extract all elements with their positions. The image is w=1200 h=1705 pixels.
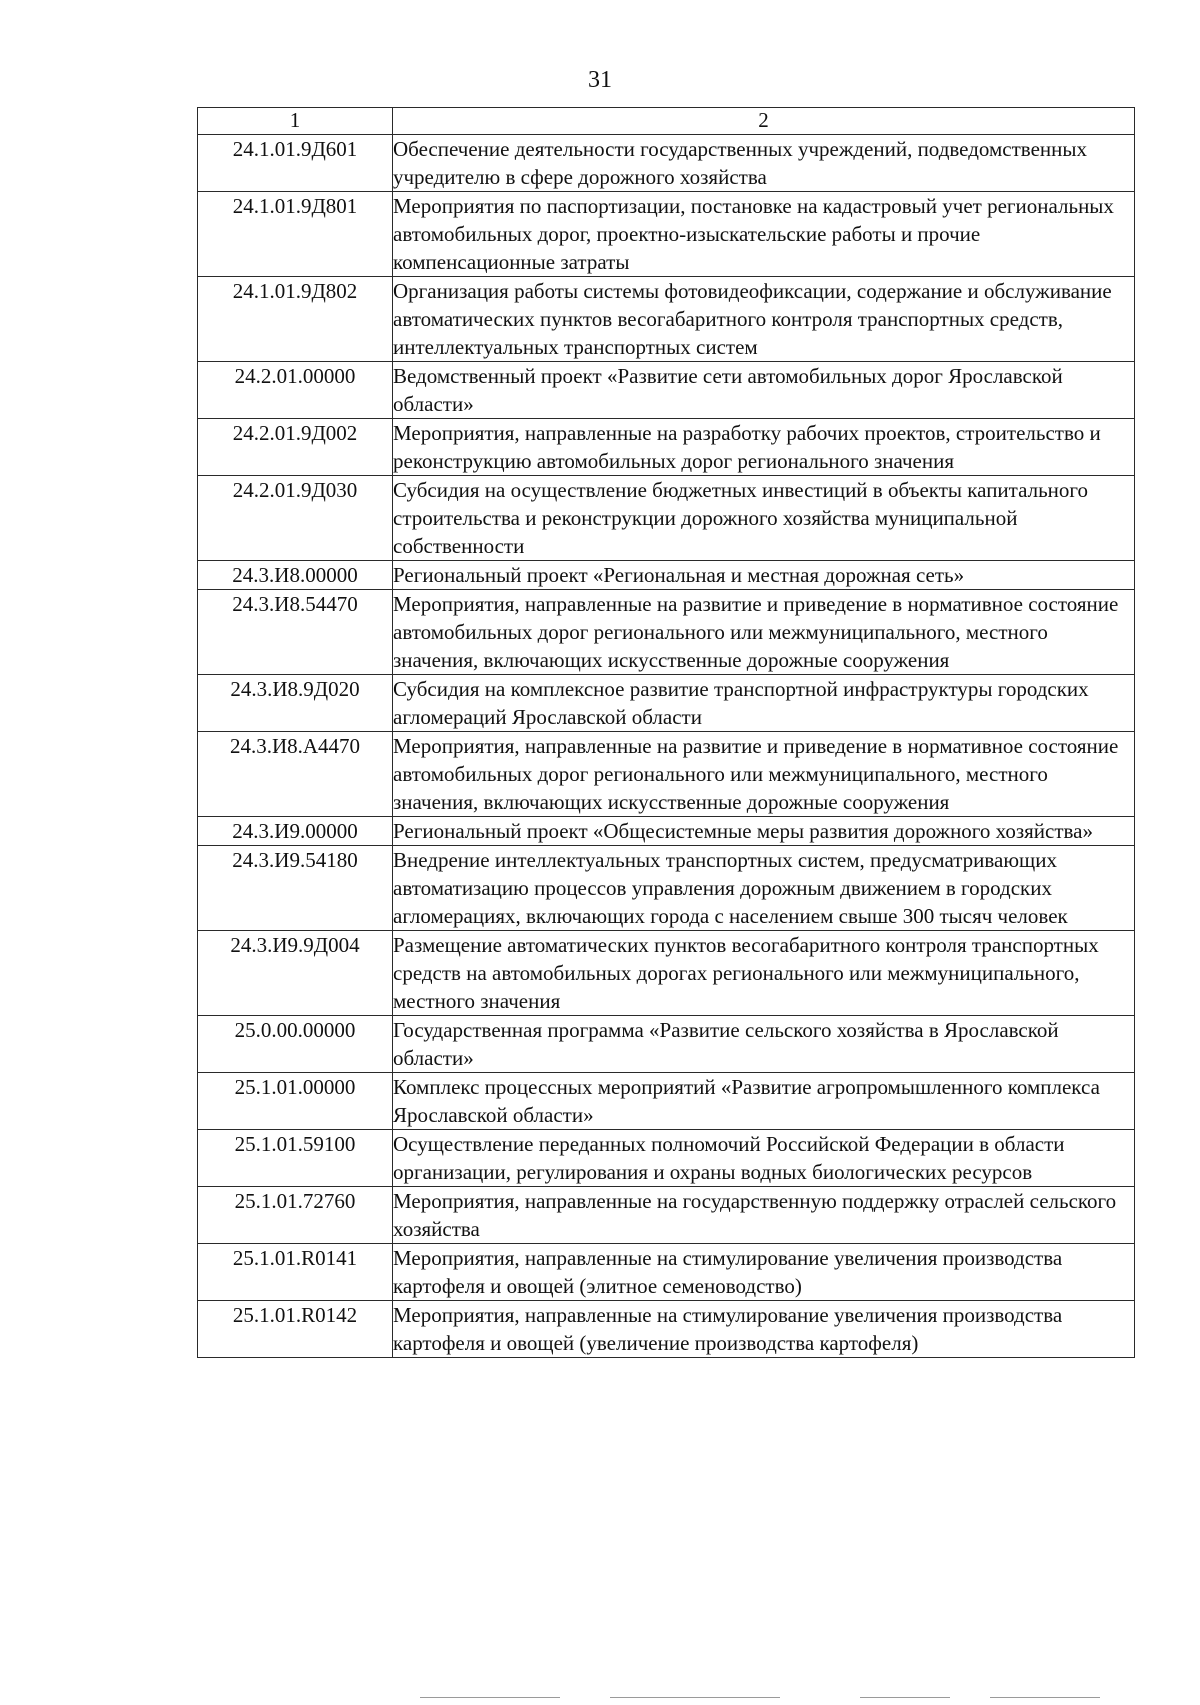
description-cell: Субсидия на осуществление бюджетных инвестиций в объекты капитального строительства и реконструкции дорожного хозяйства муниципальной собственности [393,476,1135,561]
column-header-code: 1 [198,108,393,135]
table-row [198,419,1135,476]
code-cell: 24.3.И8.54470 [198,590,393,675]
description-cell: Мероприятия, направленные на стимулирование увеличения производства картофеля и овощей (увеличение производства картофеля) [393,1301,1135,1358]
scan-artifact-lines [420,1697,1120,1700]
description-cell: Региональный проект «Общесистемные меры развития дорожного хозяйства» [393,817,1135,846]
table-row [198,675,1135,732]
code-cell: 24.3.И8.А4470 [198,732,393,817]
column-header-description: 2 [393,108,1135,135]
code-cell: 24.3.И9.9Д004 [198,931,393,1016]
description-cell: Субсидия на комплексное развитие транспортной инфраструктуры городских агломераций Ярославской области [393,675,1135,732]
classification-table [197,107,1135,1358]
table-row [198,1301,1135,1358]
table-row [198,1244,1135,1301]
description-cell: Обеспечение деятельности государственных учреждений, подведомственных учредителю в сфере дорожного хозяйства [393,135,1135,192]
code-cell: 24.2.01.9Д030 [198,476,393,561]
code-cell: 24.1.01.9Д801 [198,192,393,277]
description-cell: Мероприятия, направленные на стимулирование увеличения производства картофеля и овощей (элитное семеноводство) [393,1244,1135,1301]
description-cell: Осуществление переданных полномочий Российской Федерации в области организации, регулирования и охраны водных биологических ресурсов [393,1130,1135,1187]
description-cell: Организация работы системы фотовидеофиксации, содержание и обслуживание автоматических пунктов весогабаритного контроля транспортных средств, интеллектуальных транспортных систем [393,277,1135,362]
code-cell: 24.2.01.9Д002 [198,419,393,476]
description-cell: Государственная программа «Развитие сельского хозяйства в Ярославской области» [393,1016,1135,1073]
table-row [198,1130,1135,1187]
description-cell: Внедрение интеллектуальных транспортных систем, предусматривающих автоматизацию процессов управления дорожным движением в городских агломерациях, включающих города с населением свыше 300 тысяч человек [393,846,1135,931]
table-row [198,192,1135,277]
description-cell: Комплекс процессных мероприятий «Развитие агропромышленного комплекса Ярославской области» [393,1073,1135,1130]
code-cell: 24.1.01.9Д601 [198,135,393,192]
description-cell: Мероприятия, направленные на развитие и приведение в нормативное состояние автомобильных дорог регионального или межмуниципального, местного значения, включающих искусственные дорожные сооружения [393,590,1135,675]
description-cell: Региональный проект «Региональная и местная дорожная сеть» [393,561,1135,590]
code-cell: 24.3.И8.00000 [198,561,393,590]
table-row [198,846,1135,931]
table-row [198,1073,1135,1130]
page-number: 31 [588,67,612,93]
code-cell: 25.1.01.R0141 [198,1244,393,1301]
description-cell: Мероприятия, направленные на развитие и приведение в нормативное состояние автомобильных дорог регионального или межмуниципального, местного значения, включающих искусственные дорожные сооружения [393,732,1135,817]
code-cell: 24.3.И8.9Д020 [198,675,393,732]
code-cell: 25.1.01.00000 [198,1073,393,1130]
description-cell: Ведомственный проект «Развитие сети автомобильных дорог Ярославской области» [393,362,1135,419]
table-row [198,931,1135,1016]
description-cell: Мероприятия, направленные на разработку рабочих проектов, строительство и реконструкцию автомобильных дорог регионального значения [393,419,1135,476]
table-row [198,135,1135,192]
description-cell: Мероприятия, направленные на государственную поддержку отраслей сельского хозяйства [393,1187,1135,1244]
table-row [198,476,1135,561]
code-cell: 25.0.00.00000 [198,1016,393,1073]
table-header-row [198,108,1135,135]
code-cell: 25.1.01.59100 [198,1130,393,1187]
code-cell: 25.1.01.R0142 [198,1301,393,1358]
code-cell: 24.3.И9.00000 [198,817,393,846]
code-cell: 24.3.И9.54180 [198,846,393,931]
table-row [198,817,1135,846]
table-row [198,590,1135,675]
code-cell: 24.2.01.00000 [198,362,393,419]
code-cell: 24.1.01.9Д802 [198,277,393,362]
table-row [198,277,1135,362]
description-cell: Размещение автоматических пунктов весогабаритного контроля транспортных средств на автомобильных дорогах регионального или межмуниципального, местного значения [393,931,1135,1016]
table-row [198,732,1135,817]
table-row [198,1016,1135,1073]
code-cell: 25.1.01.72760 [198,1187,393,1244]
table-row [198,362,1135,419]
table-row [198,1187,1135,1244]
description-cell: Мероприятия по паспортизации, постановке на кадастровый учет региональных автомобильных дорог, проектно-изыскательские работы и прочие компенсационные затраты [393,192,1135,277]
table-row [198,561,1135,590]
